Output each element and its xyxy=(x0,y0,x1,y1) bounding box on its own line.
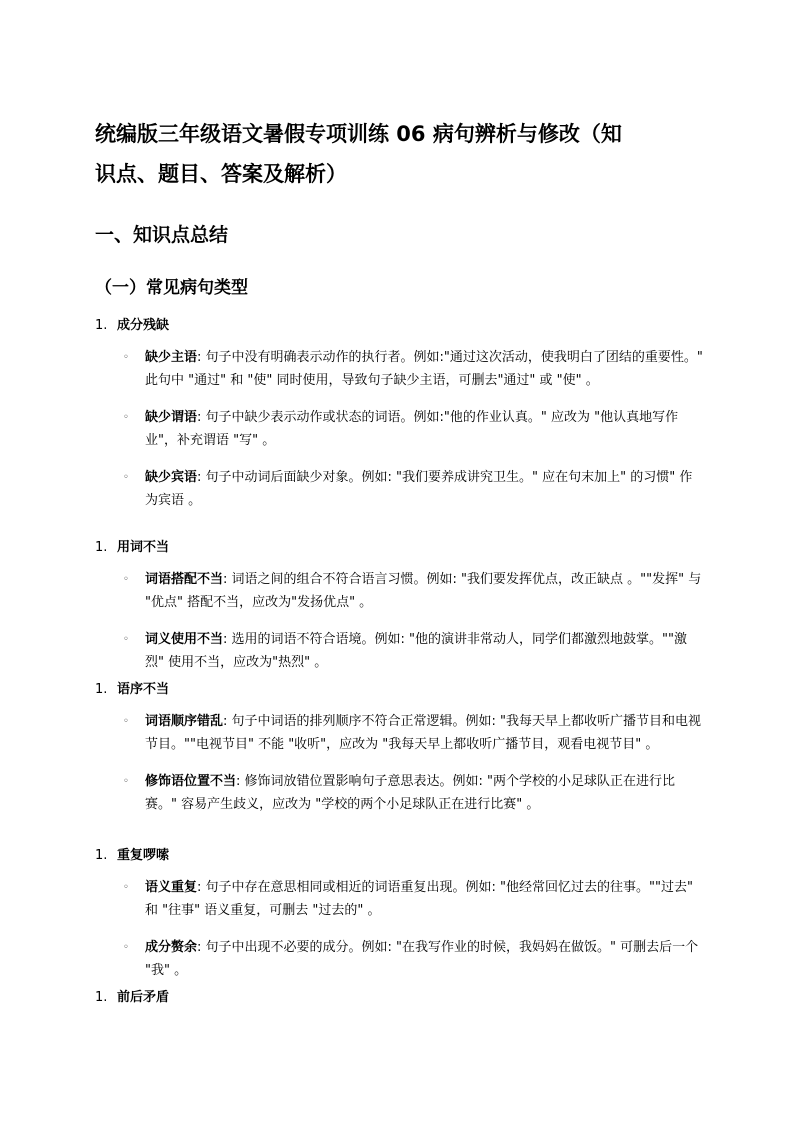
item-label: 缺少宾语 xyxy=(145,470,198,485)
category-block xyxy=(95,680,705,816)
item-label: 成分赘余 xyxy=(145,940,198,955)
category-heading xyxy=(95,846,705,866)
category-name: 成分残缺 xyxy=(117,318,170,333)
category-name: 用词不当 xyxy=(117,540,170,555)
category-name: 前后矛盾 xyxy=(117,990,170,1005)
item-text: : 句子中存在意思相同或相近的词语重复出现。例如: "他经常回忆过去的往事。""过去" 和 "往事" 语义重复，可删去 "过去的" 。 xyxy=(145,880,693,918)
item-text: : 句子中词语的排列顺序不符合正常逻辑。例如: "我每天早上都收听广播节目和电视节目。""电视节目" 不能 "收听"，应改为 "我每天早上都收听广播节目，观看电视节目" 。 xyxy=(145,714,702,752)
item-label: 词语搭配不当 xyxy=(145,572,224,587)
circle-bullet-icon: ◦ xyxy=(123,882,129,893)
circle-bullet-icon: ◦ xyxy=(123,574,129,585)
category-number: 1. xyxy=(95,990,108,1005)
item-text: : 词语之间的组合不符合语言习惯。例如: "我们要发挥优点，改正缺点 。""发挥" 与 "优点" 搭配不当，应改为"发扬优点" 。 xyxy=(145,572,702,610)
item-label: 缺少谓语 xyxy=(145,410,198,425)
category-block xyxy=(95,988,705,1008)
item-label: 语义重复 xyxy=(145,880,198,895)
category-heading xyxy=(95,680,705,700)
category-number: 1. xyxy=(95,682,108,697)
list-item xyxy=(123,936,705,982)
item-label: 词义使用不当 xyxy=(145,632,224,647)
circle-bullet-icon: ◦ xyxy=(123,776,129,787)
item-text: : 句子中没有明确表示动作的执行者。例如:"通过这次活动，使我明白了团结的重要性。" 此句中 "通过" 和 "使" 同时使用，导致句子缺少主语，可删去"通过" 或 "使" 。 xyxy=(145,350,703,388)
category-number: 1. xyxy=(95,540,108,555)
category-number: 1. xyxy=(95,848,108,863)
item-text: : 修饰词放错位置影响句子意思表达。例如: "两个学校的小足球队正在进行比赛。" 容易产生歧义，应改为 "学校的两个小足球队正在进行比赛" 。 xyxy=(145,774,676,812)
title-line-1: 统编版三年级语文暑假专项训练 06 病句辨析与修改（知 xyxy=(95,122,622,146)
category-block xyxy=(95,846,705,982)
circle-bullet-icon: ◦ xyxy=(123,412,129,423)
item-text: : 句子中动词后面缺少对象。例如: "我们要养成讲究卫生。" 应在句末加上" 的习惯" 作为宾语 。 xyxy=(145,470,693,508)
list-item xyxy=(123,628,705,674)
item-text: : 句子中缺少表示动作或状态的词语。例如:"他的作业认真。" 应改为 "他认真地写作业"，补充谓语 "写" 。 xyxy=(145,410,679,448)
category-block xyxy=(95,538,705,674)
title-line-2: 识点、题目、答案及解析） xyxy=(95,162,347,186)
category-name: 语序不当 xyxy=(117,682,170,697)
list-item xyxy=(123,770,705,816)
category-block xyxy=(95,316,705,512)
list-item xyxy=(123,876,705,922)
item-text: : 选用的词语不符合语境。例如: "他的演讲非常动人，同学们都激烈地鼓掌。""激烈" 使用不当，应改为"热烈" 。 xyxy=(145,632,687,670)
list-item xyxy=(123,568,705,614)
category-heading xyxy=(95,316,705,336)
list-item xyxy=(123,346,705,392)
category-number: 1. xyxy=(95,318,108,333)
circle-bullet-icon: ◦ xyxy=(123,352,129,363)
category-heading xyxy=(95,988,705,1008)
list-item xyxy=(123,710,705,756)
document-page xyxy=(95,114,705,1005)
category-name: 重复啰嗦 xyxy=(117,848,170,863)
item-label: 词语顺序错乱 xyxy=(145,714,224,729)
item-text: : 句子中出现不必要的成分。例如: "在我写作业的时候，我妈妈在做饭。" 可删去后一个 "我" 。 xyxy=(145,940,699,978)
circle-bullet-icon: ◦ xyxy=(123,716,129,727)
item-label: 修饰语位置不当 xyxy=(145,774,237,789)
circle-bullet-icon: ◦ xyxy=(123,942,129,953)
list-item xyxy=(123,466,705,512)
document-title xyxy=(95,114,705,194)
circle-bullet-icon: ◦ xyxy=(123,472,129,483)
category-heading xyxy=(95,538,705,558)
section-heading: 一、知识点总结 xyxy=(95,224,229,246)
item-label: 缺少主语 xyxy=(145,350,198,365)
circle-bullet-icon: ◦ xyxy=(123,634,129,645)
subsection-heading: （一）常见病句类型 xyxy=(95,278,248,298)
list-item xyxy=(123,406,705,452)
